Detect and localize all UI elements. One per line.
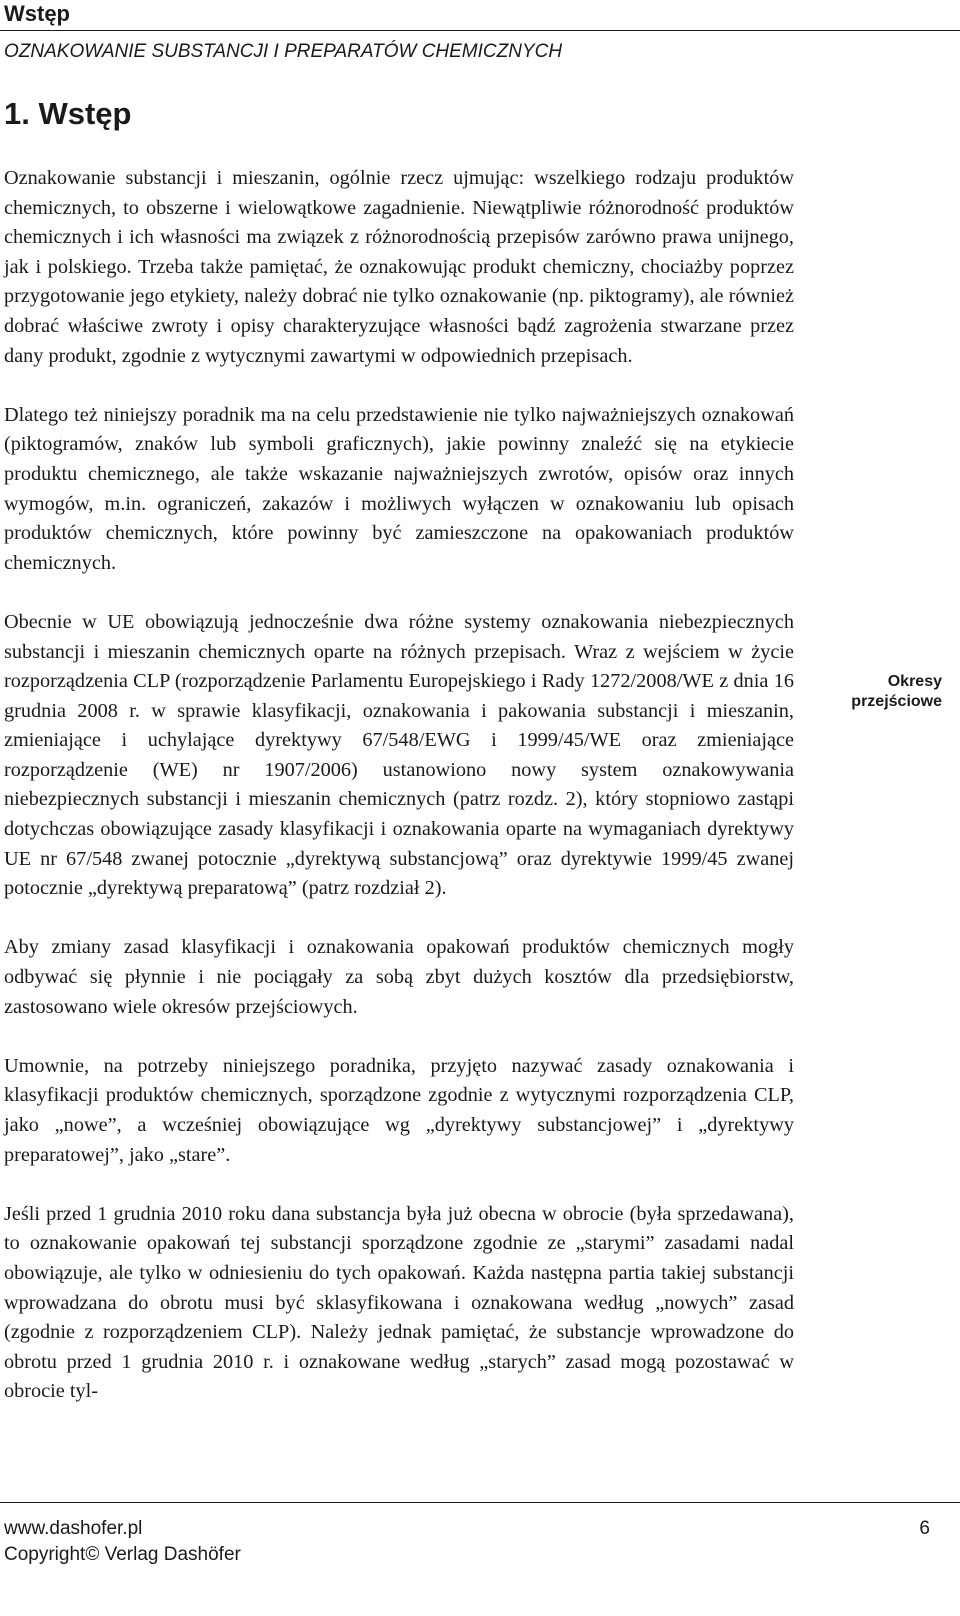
page-number: 6 [919,1518,930,1539]
paragraph-6: Jeśli przed 1 grudnia 2010 roku dana substancja była już obecna w obrocie (była sprzedawana), to oznakowanie opakowań tej substancji sporządzone zgodnie ze „starymi” zasadami nadal obowiązuje, ale tylko w odniesieniu do tych opakowań. Każda następna partia takiej substancji wprowadzana do obrotu musi być sklasyfikowana i oznakowana według „nowych” zasad (zgodnie z rozporządzeniem CLP). Należy jednak pamiętać, że substancje wprowadzone do obrotu przed 1 grudnia 2010 r. i oznakowane według „starych” zasad mogą pozostawać w obrocie tyl- [4,1202,794,1403]
paragraph-4: Aby zmiany zasad klasyfikacji i oznakowania opakowań produktów chemicznych mogły odbywać się płynnie i nie pociągały za sobą zbyt dużych kosztów dla przedsiębiorstw, zastosowano wiele okresów przejściowych. [4,936,794,1018]
margin-note-line-1: Okresy [887,673,942,690]
footer-copyright: Copyright© Verlag Dashöfer [4,1544,241,1565]
running-header-subtitle: OZNAKOWANIE SUBSTANCJI I PREPARATÓW CHEMICZNYCH [4,41,563,62]
margin-note-line-2: przejściowe [851,693,942,710]
running-header-title: Wstęp [4,1,70,26]
paragraph-1: Oznakowanie substancji i mieszanin, ogólnie rzecz ujmując: wszelkiego rodzaju produktów chemicznych, to obszerne i wielowątkowe zagadnienie. Niewątpliwie różnorodność produktów chemicznych i ich własności ma związek z różnorodnością przepisów zarówno prawa unijnego, jak i polskiego. Trzeba także pamiętać, że oznakowując produkt chemiczny, chociażby poprzez przygotowanie jego etykiety, należy dobrać nie tylko oznakowanie (np. piktogramy), ale również dobrać właściwe zwroty i opisy charakteryzujące własności bądź zagrożenia stwarzane przez dany produkt, zgodnie z wytycznymi zawartymi w odpowiednich przepisach. [4,167,794,367]
footer-website: www.dashofer.pl [4,1518,143,1539]
paragraph-2: Dlatego też niniejszy poradnik ma na celu przedstawienie nie tylko najważniejszych oznakowań (piktogramów, znaków lub symboli graficznych), jakie powinny znaleźć się na etykiecie produktu chemicznego, ale także wskazanie najważniejszych zwrotów, opisów oraz innych wymogów, m.in. ograniczeń, zakazów i możliwych wyłączen w oznakowaniu lub opisach produktów chemicznych, które powinny być zamieszczone na opakowaniach produktów chemicznych. [4,403,794,574]
body-text [4,164,794,1437]
margin-note [818,672,942,712]
header-divider [0,30,960,31]
chapter-heading: 1. Wstęp [4,96,132,131]
footer-divider [0,1502,960,1503]
paragraph-5: Umownie, na potrzeby niniejszego poradnika, przyjęto nazywać zasady oznakowania i klasyfikacji produktów chemicznych, sporządzone zgodnie z wytycznymi rozporządzenia CLP, jako „nowe”, a wcześniej obowiązujące wg „dyrektywy substancjowej” i „dyrektywy preparatowej”, jako „stare”. [4,1054,794,1166]
paragraph-3: Obecnie w UE obowiązują jednocześnie dwa różne systemy oznakowania niebezpiecznych substancji i mieszanin chemicznych oparte na różnych przepisach. Wraz z wejściem w życie rozporządzenia CLP (rozporządzenie Parlamentu Europejskiego i Rady 1272/2008/WE z dnia 16 grudnia 2008 r. w sprawie klasyfikacji, oznakowania i pakowania substancji i mieszanin, zmieniające i uchylające dyrektywy 67/548/EWG i 1999/45/WE oraz zmieniające rozporządzenie (WE) nr 1907/2006) ustanowiono nowy system oznakowywania niebezpiecznych substancji i mieszanin chemicznych (patrz rozdz. 2), który stopniowo zastąpi dotychczas obowiązujące zasady klasyfikacji i oznakowania oparte na wymaganiach dyrektywy UE nr 67/548 zwanej potocznie „dyrektywą substancjową” oraz dyrektywie 1999/45 zwanej potocznie „dyrektywą preparatową” (patrz rozdział 2). [4,610,794,900]
